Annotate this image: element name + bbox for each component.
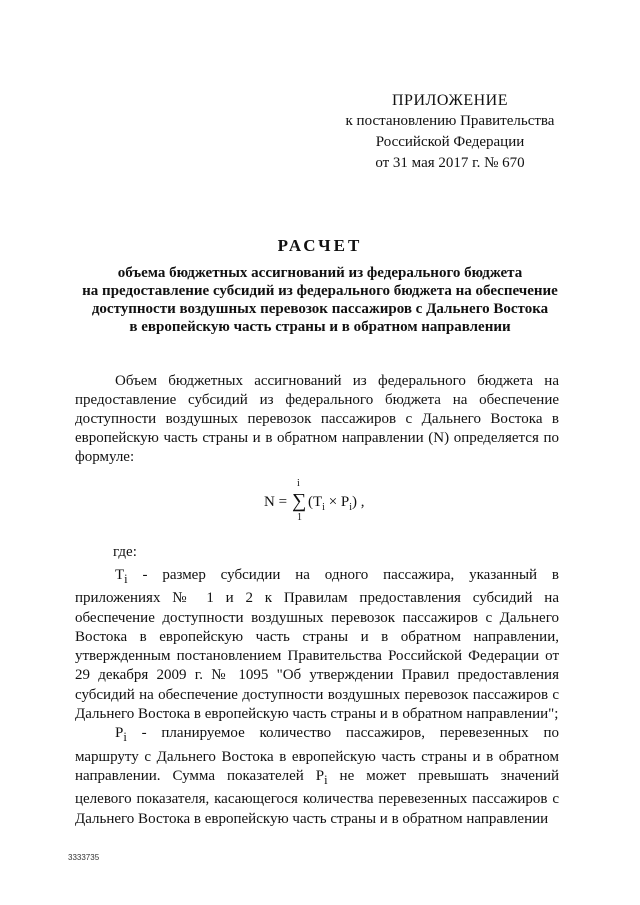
- heading-line-2: на предоставление субсидий из федерального бюджета на обеспечение: [82, 283, 558, 299]
- formula: [264, 478, 384, 528]
- definition-p: [75, 724, 559, 828]
- t-text: - размер субсидии на одного пассажира, указанный в приложениях № 1 и 2 к Правилам предоставления субсидий на обеспечение доступности воздушных перевозок пассажиров с Дальнего Востока в европейскую часть страны и в обратном направлении, утвержденным постановлением Правительства Российской Федерации от 29 декабря 2009 г. № 1095 "Об утверждении Правил предоставления субсидий на обеспечение доступности воздушных перевозок пассажиров с Дальнего Востока в европейскую часть страны и в обратном направлении";: [75, 567, 559, 723]
- appendix-title: ПРИЛОЖЕНИЕ: [391, 92, 508, 109]
- t-index: i: [124, 572, 128, 586]
- intro-paragraph: Объем бюджетных ассигнований из федерального бюджета на предоставление субсидий из федерального бюджета на обеспечение доступности воздушных перевозок пассажиров с Дальнего Востока в европейскую часть страны и в обратном направлении (N) определяется по формуле:: [75, 373, 559, 465]
- p-text-b: не может превышать значений целевого показателя, касающегося количества перевезенных пассажиров с Дальнего Востока в европейскую часть страны и в обратном направлении: [75, 767, 559, 827]
- p-index-2: i: [324, 772, 328, 787]
- formula-index-t: i: [322, 502, 325, 513]
- sum-sign: ∑: [292, 490, 307, 512]
- formula-rhs: [308, 494, 365, 513]
- where-label: где:: [113, 544, 137, 560]
- heading-line-1: объема бюджетных ассигнований из федерального бюджета: [117, 265, 523, 281]
- appendix-line-3: от 31 мая 2017 г. № 670: [375, 155, 525, 171]
- appendix-block: [300, 90, 600, 174]
- appendix-line-1: к постановлению Правительства: [345, 113, 555, 129]
- heading-line-3: доступности воздушных перевозок пассажиров с Дальнего Востока: [91, 301, 549, 317]
- heading-line-4: в европейскую часть страны и в обратном направлении: [129, 319, 511, 335]
- sum-lower-limit: 1: [297, 512, 302, 523]
- formula-times: × P: [324, 494, 350, 510]
- p-text-a: - планируемое количество пассажиров, перевезенных по маршруту с Дальнего Востока в европейскую часть страны и в обратном направлении. Сумма показателей P: [75, 725, 559, 784]
- definition-t: [75, 566, 559, 724]
- formula-lhs: N =: [264, 494, 288, 510]
- sum-upper-limit: i: [297, 478, 300, 489]
- appendix-line-2: Российской Федерации: [375, 134, 525, 150]
- document-heading: [60, 236, 580, 336]
- heading-title: РАСЧЕТ: [277, 236, 363, 255]
- formula-index-p: i: [349, 502, 353, 513]
- t-symbol: T: [115, 567, 125, 583]
- document-number: 3333735: [68, 853, 100, 862]
- p-symbol: P: [115, 725, 124, 742]
- formula-open: (T: [308, 494, 323, 510]
- definitions: [75, 566, 559, 829]
- formula-close: ) ,: [352, 494, 365, 510]
- p-index: i: [123, 730, 127, 745]
